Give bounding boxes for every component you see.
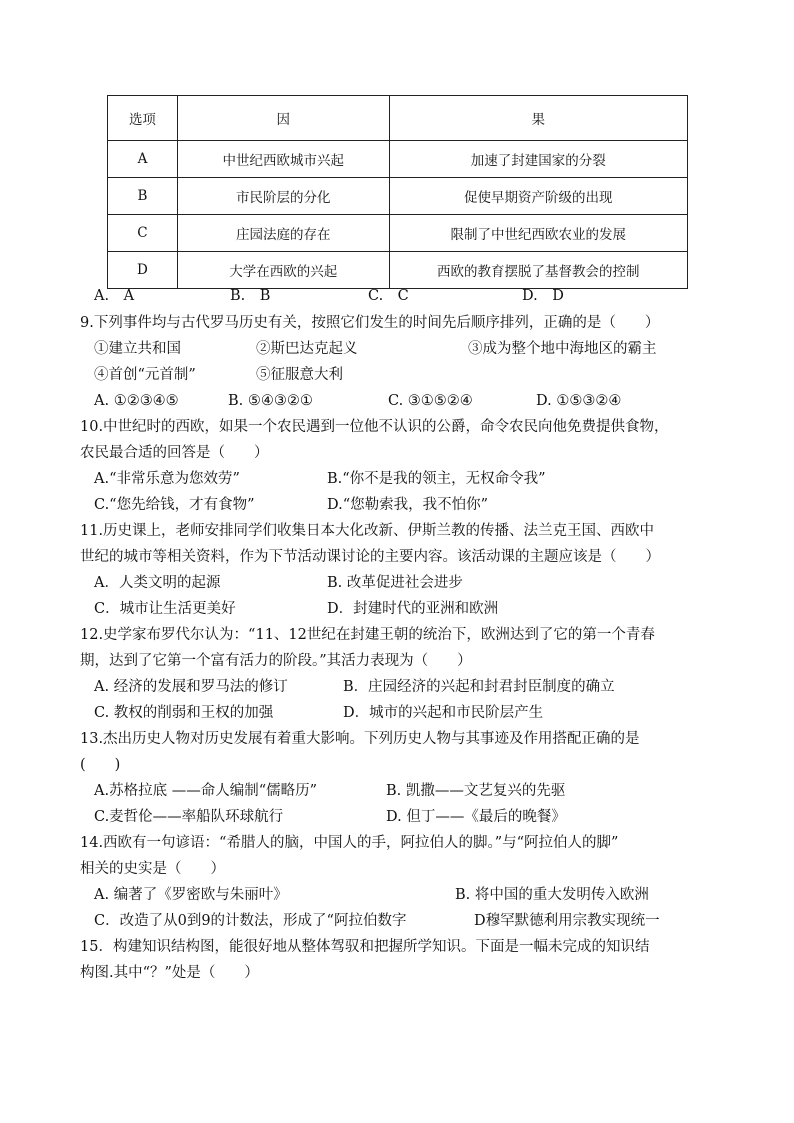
table-row: [108, 141, 688, 178]
q12-stem-line2: 期，达到了它第一个富有活力的阶段。”其活力表现为（ ）: [80, 653, 472, 669]
table-cell: 西欧的教育摆脱了基督教会的控制: [389, 252, 687, 289]
cause-effect-table: [107, 95, 688, 289]
table-cell: B: [108, 178, 178, 215]
table-header-cell: 因: [177, 96, 389, 141]
q8-option-d: D. D: [522, 288, 564, 304]
table-cell: D: [108, 252, 178, 289]
q12-option-c: C. 教权的削弱和王权的加强: [94, 705, 274, 721]
q10-option-c: C.“您先给钱，才有食物”: [94, 497, 255, 513]
q11-option-b: B. 改革促进社会进步: [327, 575, 463, 591]
q15-stem-line1: 15．构建知识结构图，能很好地从整体驾驭和把握所学知识。下面是一幅未完成的知识结: [80, 939, 650, 955]
q14-option-c: C．改造了从0到9的计数法，形成了“阿拉伯数字: [94, 913, 407, 929]
table-cell: C: [108, 215, 178, 252]
q13-option-b: B. 凯撒——文艺复兴的先驱: [386, 783, 566, 799]
q10-option-b: B.“你不是我的领主，无权命令我”: [327, 471, 546, 487]
table-cell: 市民阶层的分化: [177, 178, 389, 215]
q11-option-c: C．城市让生活更美好: [94, 601, 236, 617]
table-cell: 大学在西欧的兴起: [177, 252, 389, 289]
q9-event: ③成为整个地中海地区的霸主: [468, 341, 657, 357]
q9-event: ⑤征服意大利: [256, 367, 343, 383]
q8-option-c: C. C: [368, 288, 409, 304]
q14-stem-line2: 相关的史实是（ ）: [80, 861, 225, 877]
q9-option-b: B. ⑤④③②①: [228, 393, 313, 409]
q9-event: ①建立共和国: [94, 341, 181, 357]
q8-option-a: A. A: [94, 288, 135, 304]
table-header-cell: 果: [389, 96, 687, 141]
table-row: [108, 215, 688, 252]
q9-option-a: A. ①②③④⑤: [94, 393, 179, 409]
q9-event: ④首创“元首制”: [94, 367, 196, 383]
q13-option-d: D. 但丁——《最后的晚餐》: [386, 809, 566, 825]
table-cell: A: [108, 141, 178, 178]
q11-stem-line2: 世纪的城市等相关资料，作为下节活动课讨论的主要内容。该活动课的主题应该是（ ）: [80, 549, 660, 565]
q11-option-d: D．封建时代的亚洲和欧洲: [327, 601, 499, 617]
q12-option-a: A. 经济的发展和罗马法的修订: [94, 679, 288, 695]
q8-option-b: B. B: [230, 288, 271, 304]
q13-option-a: A.苏格拉底 ——命人编制“儒略历”: [94, 783, 318, 799]
table-cell: 庄园法庭的存在: [177, 215, 389, 252]
q12-option-d: D．城市的兴起和市民阶层产生: [343, 705, 544, 721]
q11-option-a: A．人类文明的起源: [94, 575, 221, 591]
q13-stem-line2: ( ): [80, 757, 121, 773]
table-cell: 加速了封建国家的分裂: [389, 141, 687, 178]
q11-stem-line1: 11.历史课上，老师安排同学们收集日本大化改新、伊斯兰教的传播、法兰克王国、西欧中: [80, 523, 655, 539]
table-cell: 中世纪西欧城市兴起: [177, 141, 389, 178]
q14-stem-line1: 14.西欧有一句谚语：“希腊人的脑，中国人的手，阿拉伯人的脚。”与“阿拉伯人的脚”: [80, 835, 619, 851]
q9-option-d: D. ①⑤③②④: [536, 393, 622, 409]
q13-option-c: C.麦哲伦——率船队环球航行: [94, 809, 284, 825]
table-header-cell: 选项: [108, 96, 178, 141]
q12-stem-line1: 12.史学家布罗代尔认为：“11、12世纪在封建王朝的统治下，欧洲达到了它的第一个青春: [80, 627, 655, 643]
table-row: [108, 178, 688, 215]
table-cell: 限制了中世纪西欧农业的发展: [389, 215, 687, 252]
q15-stem-line2: 构图.其中“？”处是（ ）: [80, 965, 259, 981]
q9-event: ②斯巴达克起义: [256, 341, 358, 357]
q14-option-a: A. 编著了《罗密欧与朱丽叶》: [94, 887, 288, 903]
q14-option-b: B. 将中国的重大发明传入欧洲: [455, 887, 649, 903]
q12-option-b: B．庄园经济的兴起和封君封臣制度的确立: [343, 679, 615, 695]
q10-stem-line1: 10.中世纪时的西欧，如果一个农民遇到一位他不认识的公爵，命令农民向他免费提供食物，: [80, 419, 669, 435]
q10-option-a: A.“非常乐意为您效劳”: [94, 471, 240, 487]
q10-stem-line2: 农民最合适的回答是（ ）: [80, 445, 269, 461]
q13-stem-line1: 13.杰出历史人物对历史发展有着重大影响。下列历史人物与其事迹及作用搭配正确的是: [80, 731, 640, 747]
q9-option-c: C. ③①⑤②④: [388, 393, 473, 409]
q10-option-d: D.“您勒索我，我不怕你”: [327, 497, 489, 513]
table-row: [108, 252, 688, 289]
table-cell: 促使早期资产阶级的出现: [389, 178, 687, 215]
q9-stem: 9.下列事件均与古代罗马历史有关，按照它们发生的时间先后顺序排列，正确的是（ ）: [80, 315, 660, 331]
table-header-row: [108, 96, 688, 141]
q14-option-d: D穆罕默德利用宗教实现统一: [474, 913, 660, 929]
